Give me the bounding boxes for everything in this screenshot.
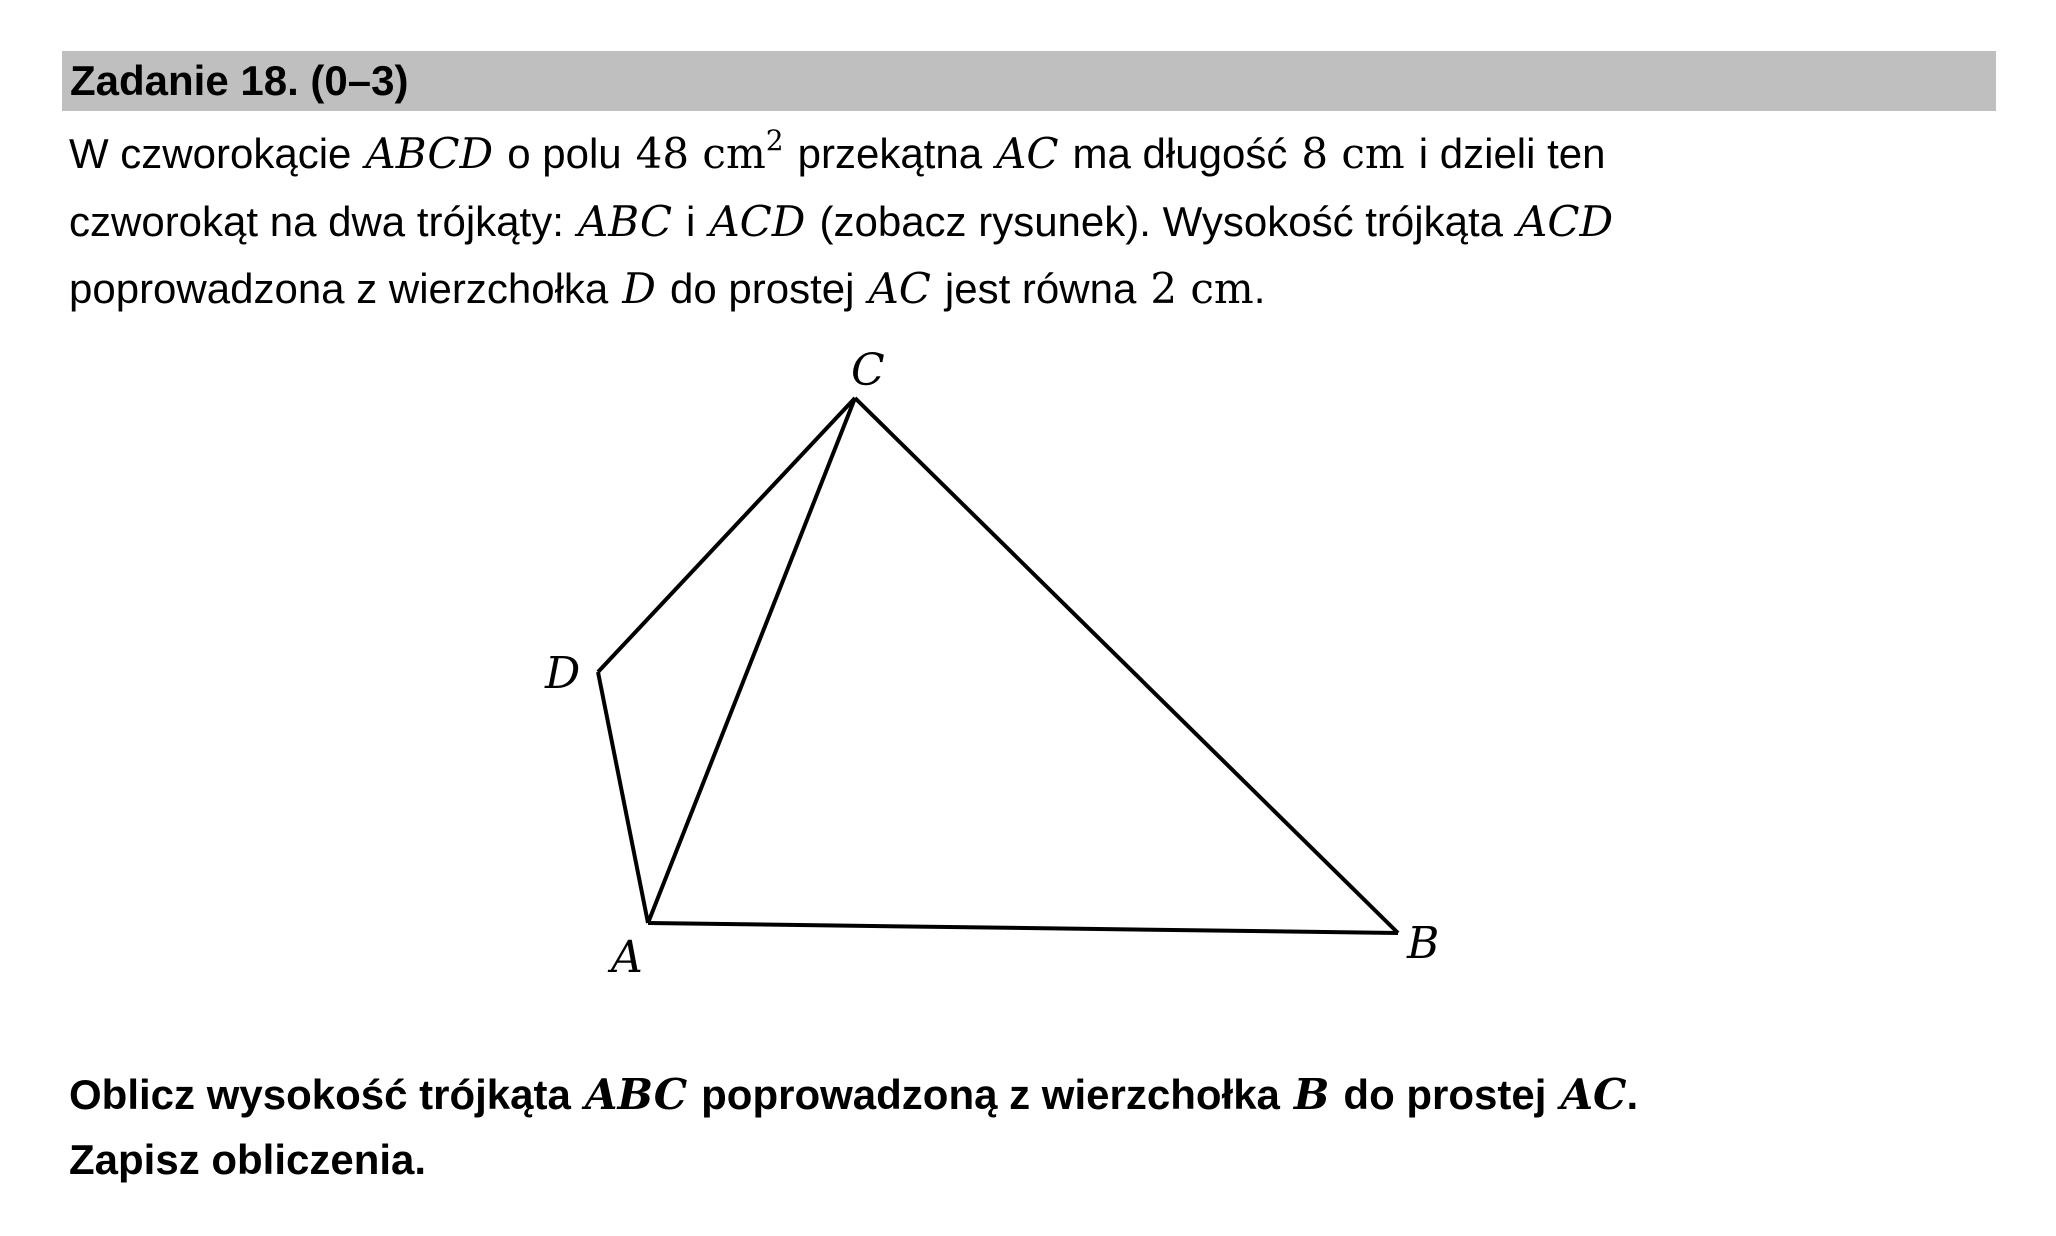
math-triangle-acd: ACD (1517, 197, 1614, 246)
text: . (1626, 1071, 1639, 1118)
instruction-line-2: Zapisz obliczenia. (69, 1136, 427, 1183)
text: Oblicz wysokość trójkąta (69, 1071, 571, 1118)
text: i (686, 198, 696, 245)
text: do prostej (669, 265, 855, 312)
instruction-line-1 (69, 1067, 1638, 1123)
math-length: 8 cm (1301, 129, 1405, 178)
text: czworokąt na dwa trójkąty: (69, 198, 564, 245)
text: . (1253, 265, 1266, 312)
segment-bc (855, 398, 1398, 933)
math-area-value: 48 cm (635, 129, 766, 178)
text: do prostej (1343, 1071, 1547, 1118)
math-area-exponent: 2 (765, 124, 784, 157)
text: (zobacz rysunek). Wysokość trójkąta (819, 198, 1503, 245)
text: poprowadzona z wierzchołka (69, 265, 609, 312)
text: ma długość (1072, 130, 1288, 177)
math-line-ac: AC (868, 264, 931, 313)
math-quadrilateral: ABCD (365, 129, 494, 178)
text: o polu (507, 130, 622, 177)
vertex-label-c: C (851, 345, 885, 396)
text: przekątna (797, 130, 983, 177)
math-height-value: 2 cm (1150, 264, 1254, 313)
vertex-label-d: D (545, 648, 581, 699)
math-vertex-d: D (622, 264, 656, 313)
math-line-ac: AC (1560, 1070, 1627, 1119)
math-triangle-abc: ABC (584, 1070, 688, 1119)
math-vertex-b: B (1293, 1070, 1330, 1119)
text: i dzieli ten (1418, 130, 1606, 177)
text: jest równa (944, 265, 1137, 312)
vertex-label-b: B (1407, 918, 1440, 969)
math-diagonal: AC (996, 129, 1059, 178)
vertex-label-a: A (611, 932, 643, 983)
task-title: Zadanie 18. (0–3) (70, 57, 409, 104)
diagonal-ac (648, 398, 855, 923)
segment-ab (648, 923, 1398, 933)
segment-cd (598, 398, 855, 672)
text: W czworokącie (69, 130, 352, 177)
text: poprowadzoną z wierzchołka (701, 1071, 1280, 1118)
segment-da (598, 672, 648, 923)
math-triangle-acd: ACD (709, 197, 806, 246)
math-triangle-abc: ABC (577, 197, 672, 246)
